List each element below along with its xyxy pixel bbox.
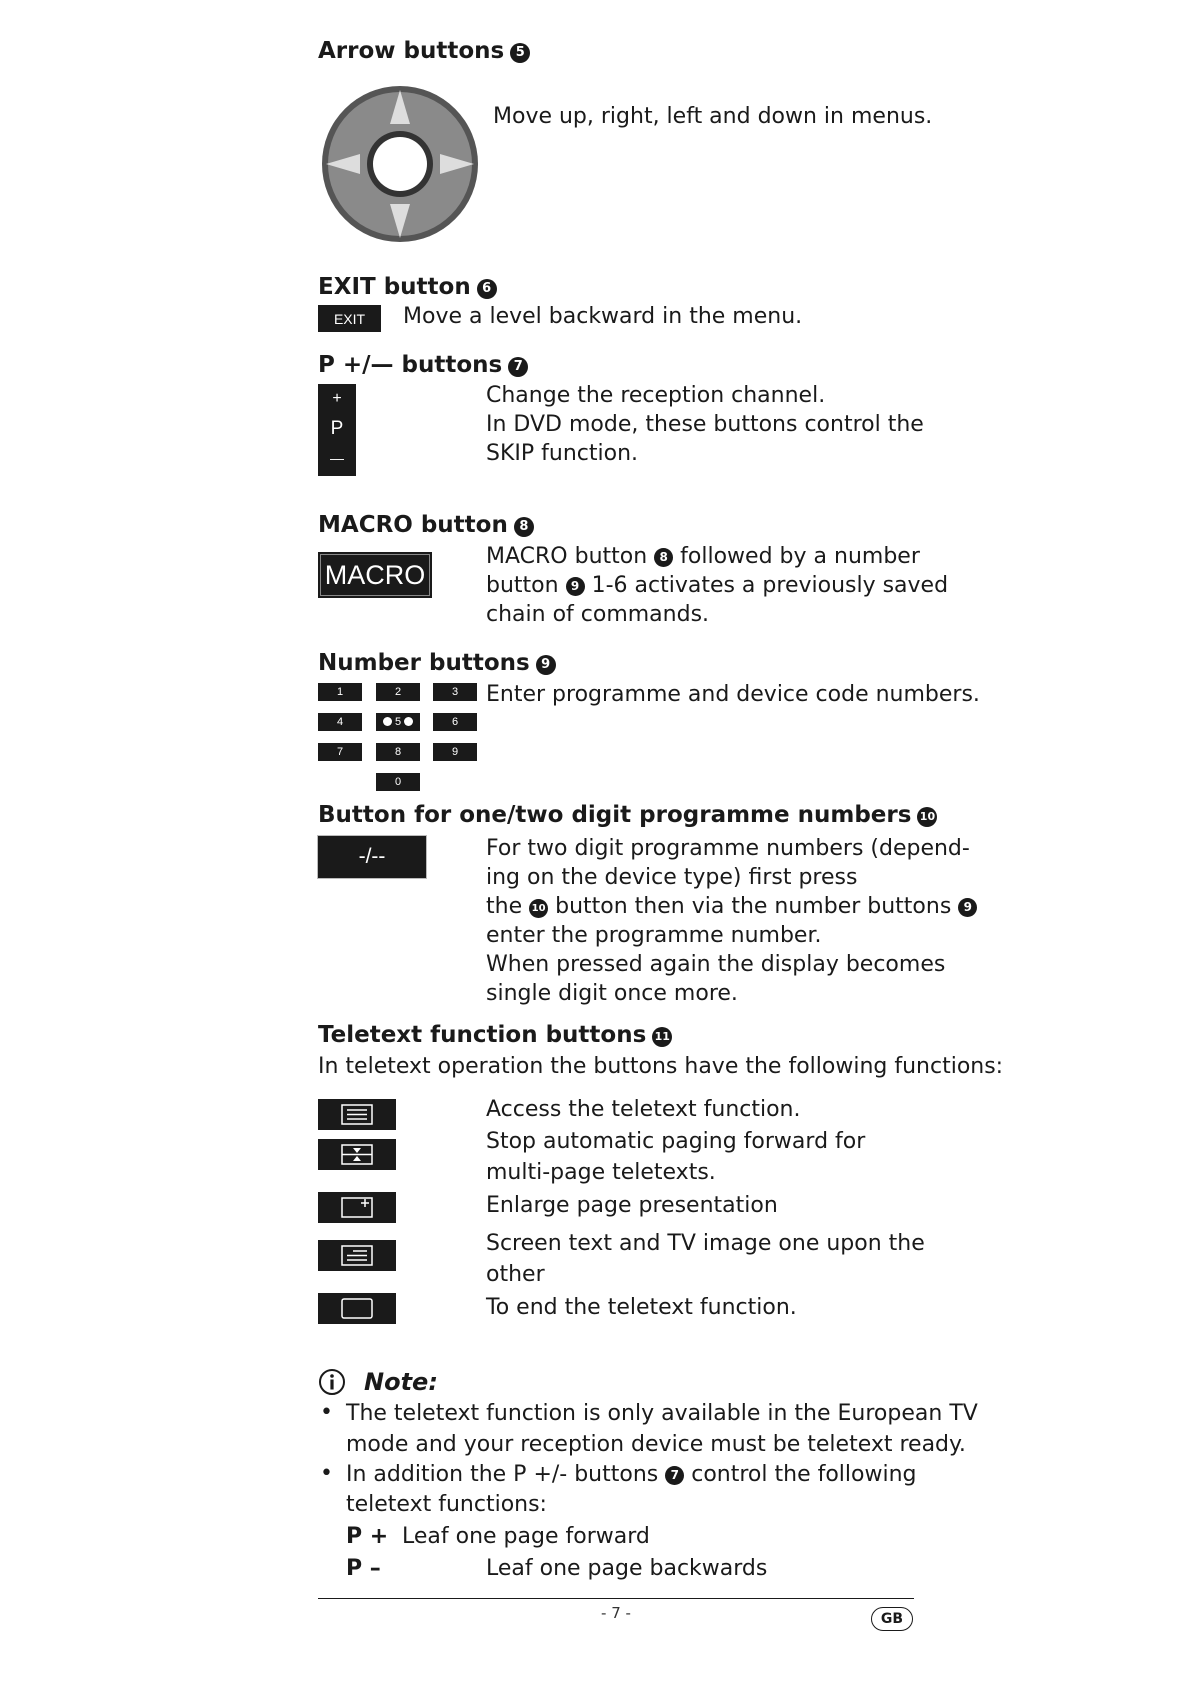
exit-key-icon: EXIT — [318, 305, 381, 332]
number-buttons-desc: Enter programme and device code numbers. — [486, 682, 980, 707]
ref-badge: 8 — [654, 548, 673, 567]
macro-desc-line-3: chain of commands. — [486, 602, 710, 627]
number-key-2: 2 — [376, 683, 420, 701]
ref-badge: 9 — [536, 655, 556, 675]
digit-desc-line-1: For two digit programme numbers (depend- — [486, 836, 970, 861]
macro-button-heading: MACRO button 8 — [318, 512, 534, 538]
teletext-enlarge-key-icon — [318, 1192, 396, 1223]
number-key-4: 4 — [318, 713, 362, 731]
digit-desc-line-3: the 10 button then via the number buttons 9 — [486, 892, 977, 921]
digit-key-icon: -/-- — [318, 836, 426, 878]
note-heading: Note: — [364, 1368, 438, 1396]
digit-button-heading: Button for one/two digit programme numbers 10 — [318, 802, 937, 828]
teletext-hold-key-icon — [318, 1139, 396, 1170]
teletext-heading: Teletext function buttons 11 — [318, 1022, 672, 1048]
teletext-item-1: Access the teletext function. — [486, 1097, 801, 1122]
teletext-on-key-icon — [318, 1099, 396, 1130]
ref-badge: 5 — [510, 43, 530, 63]
p-plus-label: + — [332, 390, 342, 407]
info-icon — [318, 1368, 346, 1396]
teletext-item-5: To end the teletext function. — [486, 1295, 797, 1320]
p-minus-label: — — [330, 450, 344, 466]
teletext-item-2: Stop automatic paging forward for — [486, 1129, 866, 1154]
number-key-7: 7 — [318, 743, 362, 761]
dot-icon — [383, 717, 392, 726]
footer-rule — [318, 1598, 914, 1599]
bullet-1-dot: • — [320, 1400, 333, 1425]
number-key-9: 9 — [433, 743, 477, 761]
ref-badge: 8 — [514, 517, 534, 537]
p-label: P — [330, 418, 344, 439]
arrow-buttons-heading: Arrow buttons 5 — [318, 38, 530, 64]
note-bullet-2-line-1: In addition the P +/- buttons 7 control the following — [346, 1462, 917, 1487]
teletext-item-4-cont: other — [486, 1262, 545, 1287]
teletext-item-4: Screen text and TV image one upon the — [486, 1231, 925, 1256]
p-desc-line-3: SKIP function. — [486, 441, 639, 466]
p-desc-line-2: In DVD mode, these buttons control the — [486, 412, 924, 437]
number-key-1: 1 — [318, 683, 362, 701]
number-buttons-heading: Number buttons 9 — [318, 650, 556, 676]
country-badge: GB — [871, 1607, 913, 1631]
exit-button-heading: EXIT button 6 — [318, 274, 497, 300]
teletext-item-3: Enlarge page presentation — [486, 1193, 778, 1218]
teletext-item-2-cont: multi-page teletexts. — [486, 1160, 716, 1185]
number-key-0: 0 — [376, 773, 420, 791]
ref-badge: 7 — [508, 357, 528, 377]
ref-badge: 9 — [958, 898, 977, 917]
dpad-icon — [318, 80, 482, 248]
macro-desc-line-2: button 9 1-6 activates a previously saved — [486, 573, 949, 598]
p-plus-desc: Leaf one page forward — [402, 1524, 650, 1549]
teletext-off-key-icon — [318, 1293, 396, 1324]
arrow-buttons-desc: Move up, right, left and down in menus. — [493, 104, 933, 129]
teletext-mix-key-icon — [318, 1240, 396, 1271]
ref-badge: 9 — [566, 577, 585, 596]
ref-badge: 11 — [652, 1027, 672, 1047]
note-bullet-2-line-2: teletext functions: — [346, 1492, 547, 1517]
p-desc-line-1: Change the reception channel. — [486, 383, 826, 408]
ref-badge: 7 — [665, 1466, 684, 1485]
bullet-2-dot: • — [320, 1461, 333, 1486]
p-rocker-key-icon — [318, 384, 356, 476]
number-key-3: 3 — [433, 683, 477, 701]
number-key-8: 8 — [376, 743, 420, 761]
p-plus-term: P + — [346, 1524, 389, 1549]
macro-key-icon: MACRO — [318, 552, 432, 598]
number-key-5: 5 — [376, 713, 420, 731]
dot-icon — [404, 717, 413, 726]
p-minus-desc: Leaf one page backwards — [486, 1556, 768, 1581]
p-minus-term: P – — [346, 1556, 381, 1581]
macro-desc-line-1: MACRO button 8 followed by a number — [486, 544, 920, 569]
digit-desc-line-6: single digit once more. — [486, 981, 738, 1006]
digit-desc-line-5: When pressed again the display becomes — [486, 952, 946, 977]
digit-desc-line-2: ing on the device type) first press — [486, 865, 858, 890]
p-buttons-heading: P +/— buttons 7 — [318, 352, 528, 378]
number-key-6: 6 — [433, 713, 477, 731]
ref-badge: 10 — [917, 807, 937, 827]
ref-badge: 10 — [529, 899, 548, 918]
note-bullet-1-line-1: The teletext function is only available in the European TV — [346, 1401, 978, 1426]
teletext-intro: In teletext operation the buttons have the following functions: — [318, 1054, 1004, 1079]
page-number: - 7 - — [601, 1604, 631, 1622]
digit-desc-line-4: enter the programme number. — [486, 923, 822, 948]
exit-button-desc: Move a level backward in the menu. — [403, 304, 803, 329]
note-bullet-1-line-2: mode and your reception device must be teletext ready. — [346, 1432, 966, 1457]
ref-badge: 6 — [477, 279, 497, 299]
